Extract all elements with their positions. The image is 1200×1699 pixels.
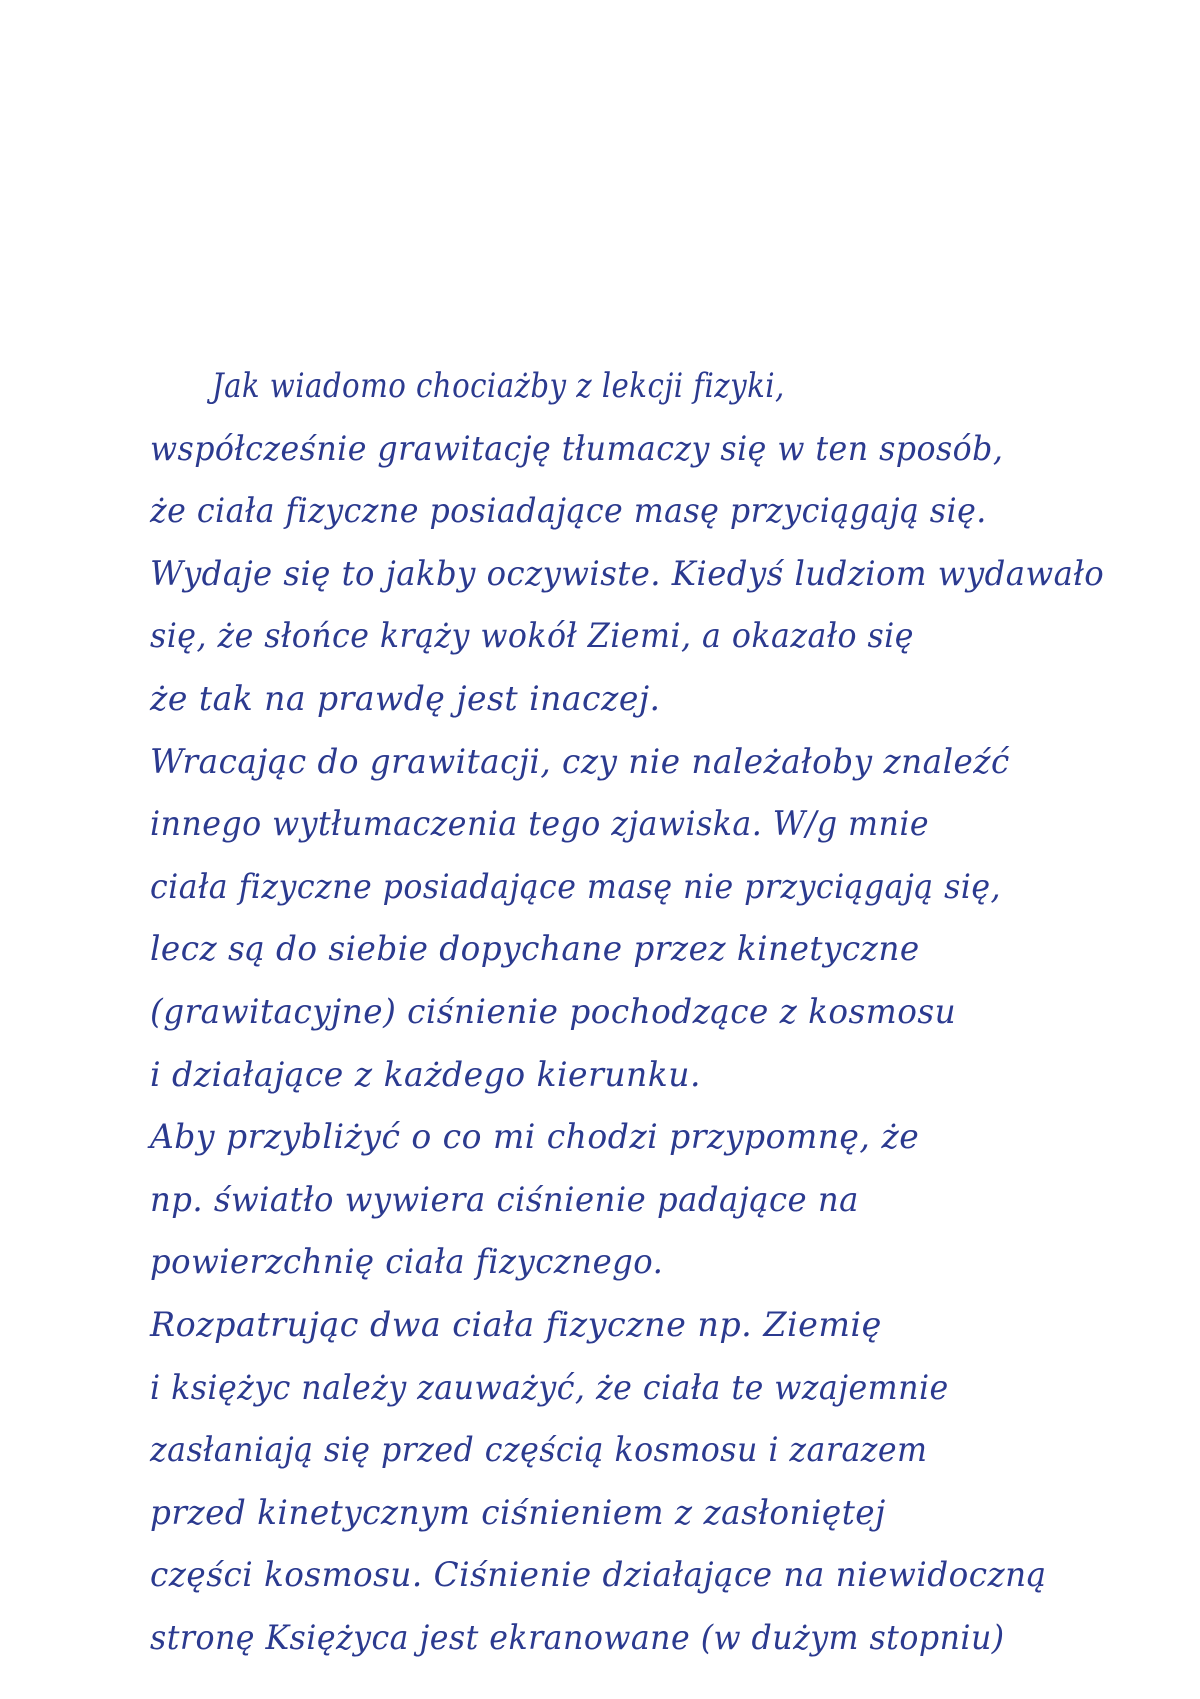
handwritten-line: innego wytłumaczenia tego zjawiska. W/g mnie [150,804,930,845]
handwritten-line: i księżyc należy zauważyć, że ciała te wzajemnie [150,1367,949,1408]
handwritten-line: Jak wiadomo chociażby z lekcji fizyki, [211,366,785,406]
handwritten-line: się, że słońce krąży wokół Ziemi, a okazało się [150,616,914,657]
handwritten-line: i działające z każdego kierunku. [150,1054,701,1095]
handwritten-line: przed kinetycznym ciśnieniem z zasłoniętej [150,1492,886,1533]
handwritten-line: że tak na prawdę jest inaczej. [150,678,661,719]
handwritten-line: np. światło wywiera ciśnienie padające na [150,1179,859,1220]
handwritten-line: Wydaje się to jakby oczywiste. Kiedyś ludziom wydawało [150,553,1105,594]
handwritten-line: Wracając do grawitacji, czy nie należałoby znaleźć [150,741,1010,782]
handwritten-line: (grawitacyjne) ciśnienie pochodzące z kosmosu [150,991,957,1032]
handwritten-line: ciała fizyczne posiadające masę nie przyciągają się, [150,866,1002,907]
handwritten-line: stronę Księżyca jest ekranowane (w dużym stopniu) [150,1617,1005,1658]
handwritten-line: części kosmosu. Ciśnienie działające na niewidoczną [150,1555,1047,1596]
handwritten-line: Rozpatrując dwa ciała fizyczne np. Ziemię [150,1304,882,1345]
handwritten-line: powierzchnię ciała fizycznego. [150,1242,664,1283]
handwritten-line: Aby przybliżyć o co mi chodzi przypomnę, że [150,1117,920,1158]
handwritten-line: lecz są do siebie dopychane przez kinetyczne [150,929,920,970]
handwritten-line: współcześnie grawitację tłumaczy się w ten sposób, [150,428,1004,469]
handwritten-text-block [150,355,1105,1669]
handwritten-line: zasłaniają się przed częścią kosmosu i zarazem [150,1430,928,1471]
handwritten-line: że ciała fizyczne posiadające masę przyciągają się. [150,491,987,532]
